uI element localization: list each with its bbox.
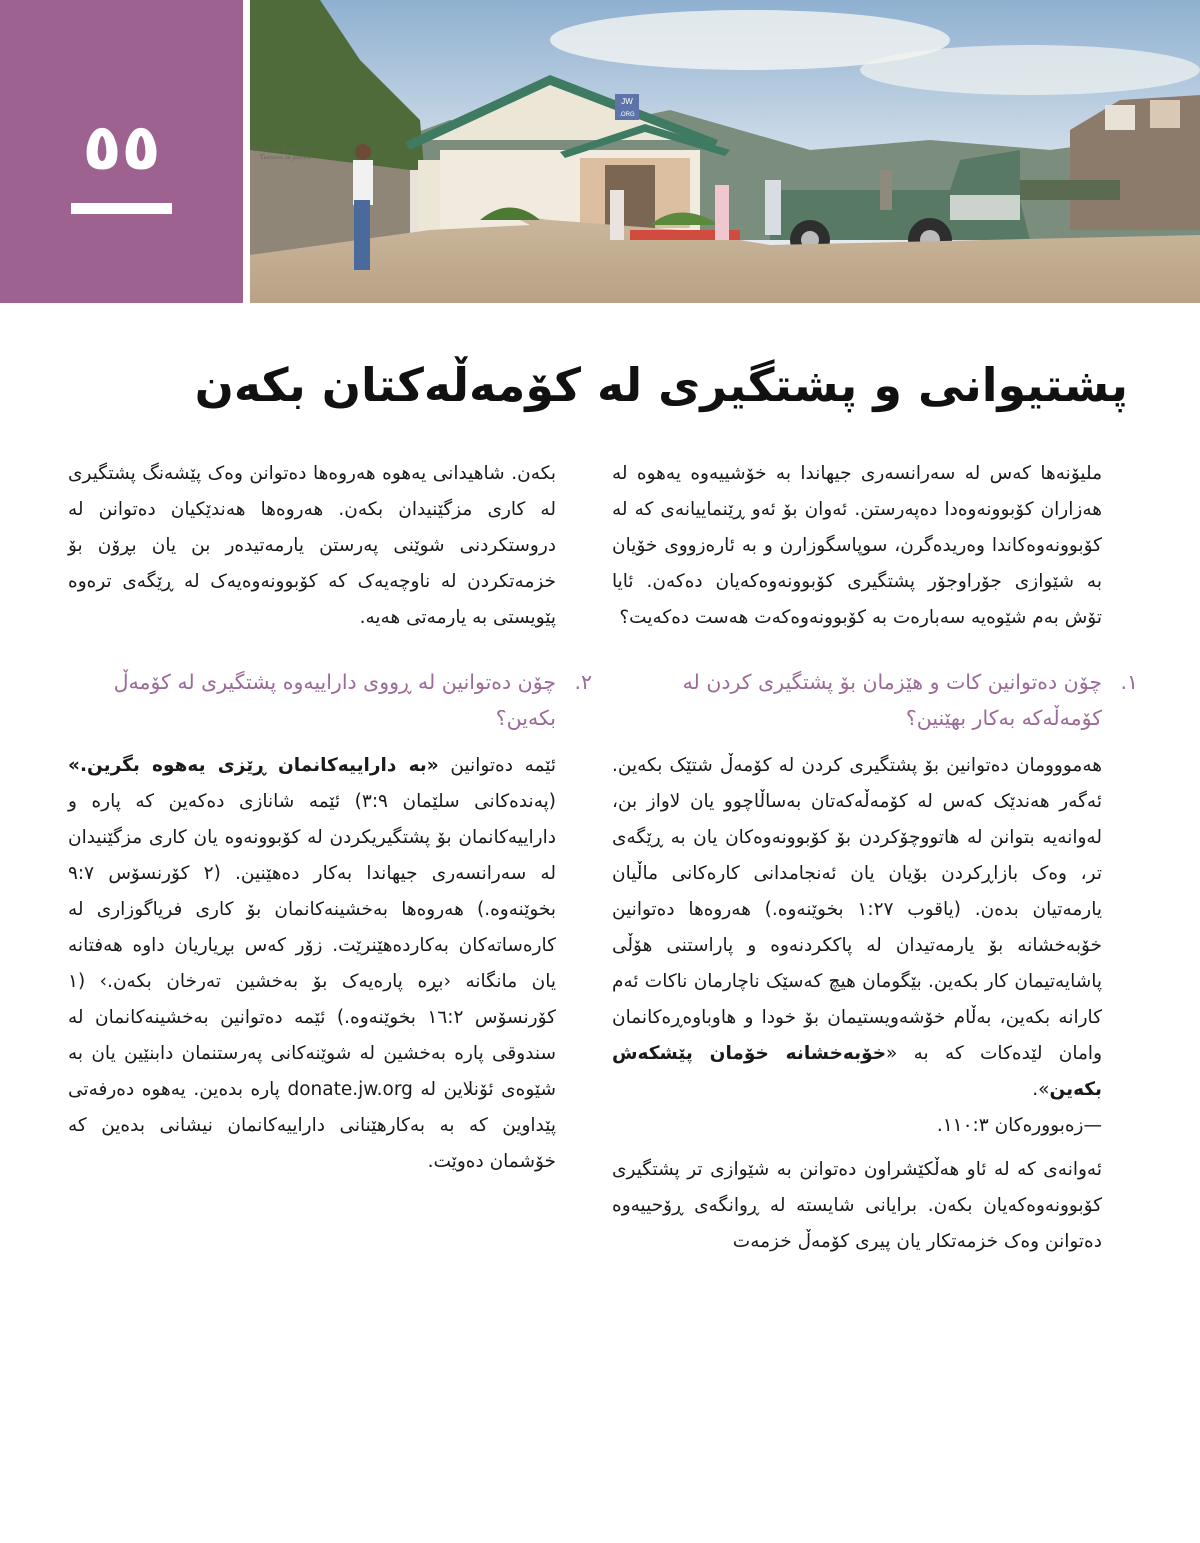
paragraph-1-bold-quote: خۆبەخشانە خۆمان پێشکەش بکەین [612,1043,1102,1100]
question-1-number: ١. [1120,670,1138,694]
question-2-number: ٢. [574,670,592,694]
paragraph-1-text: هەمووومان دەتوانین بۆ پشتگیری کردن لە کۆمەڵ شتێک بکەین. ئەگەر هەندێک کەس لە کۆمەڵەکەتان بەساڵاچوو یان لاواز بن، لەوانەیە بتوانن لە هاتووچۆکردن بۆ کۆبوونەوەکان یان بە ڕێگەی تر، وەک بازاڕکردن بۆیان یان ئەنجامدانی کارەکانی ماڵیان یارمەتیان بدەن. (یاقوب ١:٢٧ بخوێنەوە.) هەروەها دەتوانین خۆبەخشانە بۆ یارمەتیدان لە پاککردنەوە و پاراستنی هۆڵی پاشایەتیمان کار بکەین. بێگومان هیچ کەسێک ناچارمان ناکات ئەم کارانە بکەین، بەڵام خۆشەویستیمان بۆ خودا و هاوباوەڕەکانمان وامان لێدەکات کە بە « [612,755,1102,1064]
donate-link[interactable]: donate.jw.org [287,1079,413,1100]
svg-text:.ORG: .ORG [619,112,635,118]
paragraph-1-end: ». [1032,1079,1050,1100]
svg-text:JW: JW [621,97,633,106]
paragraph-3-mid: (پەندەکانی سلێمان ٣:٩) ئێمە شانازی دەکەین کە پارە و داراییەکانمان بۆ پشتگیریکردن لە کۆبوونەوە یان کاری مزگێنیدان لە سەرانسەری جیهاندا بەکار دەهێنین. (٢ کۆرنسۆس ٩:٧ بخوێنەوە.) هەروەها بەخشینەکانمان بۆ کاری فریاگوزاری لە کارەساتەکان بەکاردەهێنرێت. زۆر کەس بڕیاریان داوە هەفتانە یان مانگانە ‹بڕە پارەیەک بۆ بەخشین تەرخان بکەن.› (١ کۆرنسۆس ١٦:٢ بخوێنەوە.) ئێمە دەتوانین بەخشینەکانمان لە سندوقی پارە بەخشین لە شوێنەکانی پەرستنمان دابنێین یان بە شێوەی ئۆنلاین لە [68,791,556,1100]
paragraph-2: ئەوانەی کە لە ئاو هەڵکێشراون دەتوانن بە شێوازی تر پشتگیری کۆبوونەوەکەیان بکەن. برایانی شایستە لە ڕوانگەی ڕۆحییەوە دەتوانن وەک خزمەتکار یان پیری کۆمەڵ خزمەت [612,1159,1102,1252]
question-1-text: چۆن دەتوانین کات و هێزمان بۆ پشتگیری کردن لە کۆمەڵەکە بەکار بهێنین؟ [682,670,1102,730]
right-column [612,456,1138,1268]
paragraph-3-end: پارە بدەین. یەهوە دەرفەتی پێداوین کە بە بەکارهێنانی داراییەکانمان نیشانی بدەین کە خۆشمان دەوێت. [68,1079,556,1172]
question-1-heading [612,664,1138,736]
paragraph-1 [612,748,1102,1144]
continued-paragraph: بکەن. شاهیدانی یەهوە هەروەها دەتوانن وەک پێشەنگ پشتگیری لە کاری مزگێنیدان بکەن. هەروەها هەندێکیان دەتوانن لە دروستکردنی شوێنی پەرستن یارمەتیدەر بن یان بڕۆن بۆ خزمەتکردن لە ناوچەیەک کە کۆبوونەوەیەک لە ڕێگەی ترەوە پێویستی بە یارمەتی هەیە. [68,463,556,628]
left-column [68,456,592,1188]
paragraph-3 [68,748,556,1180]
building-sign-text: Salón del Reino de los Testigos de Jehová [253,146,317,161]
question-2-heading [68,664,592,736]
question-2-text: چۆن دەتوانین لە ڕووی داراییەوە پشتگیری لە کۆمەڵ بکەین؟ [113,670,556,730]
paragraph-3-bold-quote: «بە داراییەکانمان ڕێزی یەهوە بگرین.» [68,755,439,776]
kingdom-hall-photo [250,0,1200,303]
intro-paragraph: ملیۆنەها کەس لە سەرانسەری جیهاندا بە خۆشییەوە یەهوە لە هەزاران کۆبوونەوەدا دەپەرستن. ئەوان بۆ ئەو ڕێنماییانەی کە لە کۆبوونەوەکاندا وەریدەگرن، سوپاسگوزارن و بە ئارەزووی خۆیان بە شێوازی جۆراوجۆر پشتگیری کۆبوونەوەکەیان دەکەن. ئایا تۆش بەم شێوەیە سەبارەت بە کۆبوونەوەکەت هەست دەکەیت؟ [612,463,1102,628]
page-title: پشتیوانی و پشتگیری لە کۆمەڵەکتان بکەن [194,358,1128,412]
chapter-number: ٥٥ [82,111,161,185]
scripture-citation: —زەبوورەکان ١١٠:٣. [936,1115,1102,1136]
chapter-badge [0,0,243,303]
badge-underline [71,203,172,214]
paragraph-3-start: ئێمە دەتوانین [438,755,556,776]
